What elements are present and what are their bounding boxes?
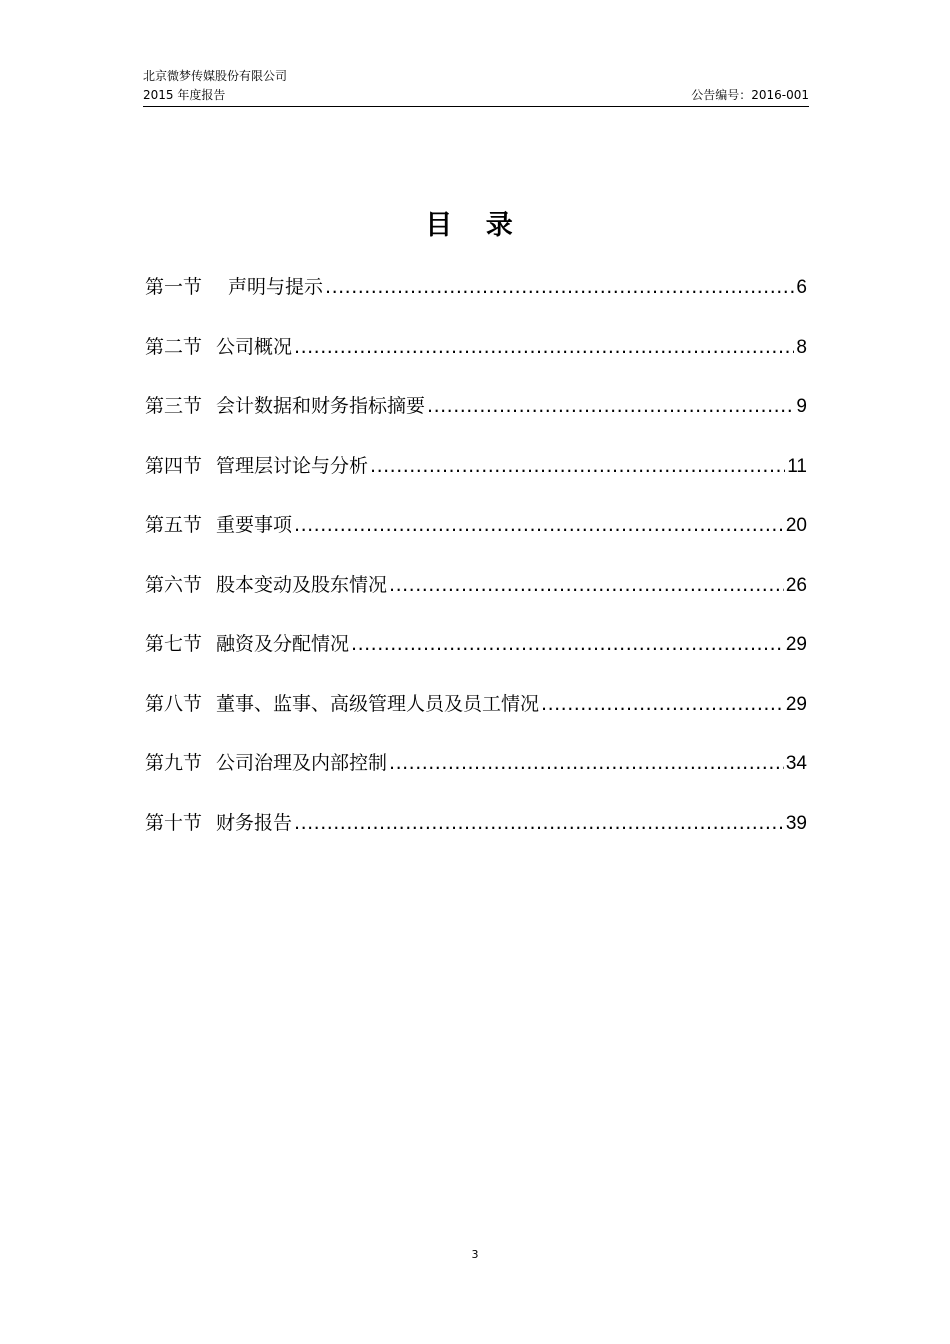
toc-item[interactable] <box>145 328 807 388</box>
toc-page-number: 6 <box>796 277 807 298</box>
toc-dot-leader <box>325 268 794 306</box>
toc-page-number: 9 <box>796 396 807 417</box>
toc-section-number: 第五节 <box>145 514 203 536</box>
toc-dot-leader <box>427 387 794 425</box>
header-divider <box>143 106 809 107</box>
company-name: 北京微梦传媒股份有限公司 <box>143 69 288 83</box>
toc-dot-leader <box>294 506 784 544</box>
toc-item[interactable] <box>145 566 807 626</box>
toc-page-number: 29 <box>785 693 807 715</box>
report-year: 2015 年度报告 <box>143 88 226 102</box>
toc-section-name: 重要事项 <box>216 514 293 536</box>
toc-section-name: 管理层讨论与分析 <box>216 454 369 477</box>
page-header <box>143 67 809 105</box>
toc-section-name: 董事、监事、高级管理人员及员工情况 <box>216 692 540 715</box>
toc-section-number: 第三节 <box>145 395 203 417</box>
toc-title: 目 录 <box>425 210 525 241</box>
toc-item[interactable] <box>145 506 807 566</box>
toc-section-name: 股本变动及股东情况 <box>216 573 388 596</box>
header-row-company <box>143 67 809 86</box>
toc-page-number: 26 <box>785 574 807 596</box>
toc-dot-leader <box>389 744 784 782</box>
toc-section-number: 第九节 <box>145 752 203 774</box>
toc-item[interactable] <box>145 744 807 804</box>
toc-section-number: 第十节 <box>145 811 203 834</box>
toc-section-number: 第七节 <box>145 633 203 655</box>
toc-page-number: 29 <box>785 634 807 655</box>
toc-item[interactable] <box>145 685 807 745</box>
toc-section-name: 融资及分配情况 <box>216 633 350 655</box>
toc-item[interactable] <box>145 387 807 447</box>
toc-section-name: 会计数据和财务指标摘要 <box>216 395 426 417</box>
toc-section-number: 第六节 <box>145 573 203 596</box>
toc-section-name: 公司概况 <box>216 335 293 358</box>
toc-section-name: 财务报告 <box>216 811 293 834</box>
toc-section-number: 第八节 <box>145 692 203 715</box>
notice-number: 公告编号：2016-001 <box>691 88 809 102</box>
toc-section-name: 公司治理及内部控制 <box>216 752 388 774</box>
toc-item[interactable] <box>145 625 807 685</box>
toc-page-number: 34 <box>785 753 807 774</box>
toc-dot-leader <box>541 685 784 723</box>
toc-section-number: 第二节 <box>145 335 203 358</box>
toc-dot-leader <box>370 447 785 485</box>
toc-section-number: 第四节 <box>145 454 203 477</box>
toc-item[interactable] <box>145 804 807 864</box>
toc-section-name: 声明与提示 <box>228 276 324 298</box>
toc-page-number: 11 <box>787 455 807 477</box>
toc-dot-leader <box>351 625 784 663</box>
toc-item[interactable] <box>145 447 807 507</box>
header-row-report <box>143 86 809 105</box>
toc-section-number: 第一节 <box>145 276 203 298</box>
toc-page-number: 8 <box>796 336 807 358</box>
toc-item[interactable] <box>145 268 807 328</box>
table-of-contents <box>145 268 807 863</box>
toc-page-number: 39 <box>785 812 807 834</box>
toc-dot-leader <box>294 804 784 842</box>
toc-page-number: 20 <box>785 515 807 536</box>
toc-dot-leader <box>389 566 784 604</box>
toc-dot-leader <box>294 328 794 366</box>
page-number: 3 <box>471 1248 479 1261</box>
